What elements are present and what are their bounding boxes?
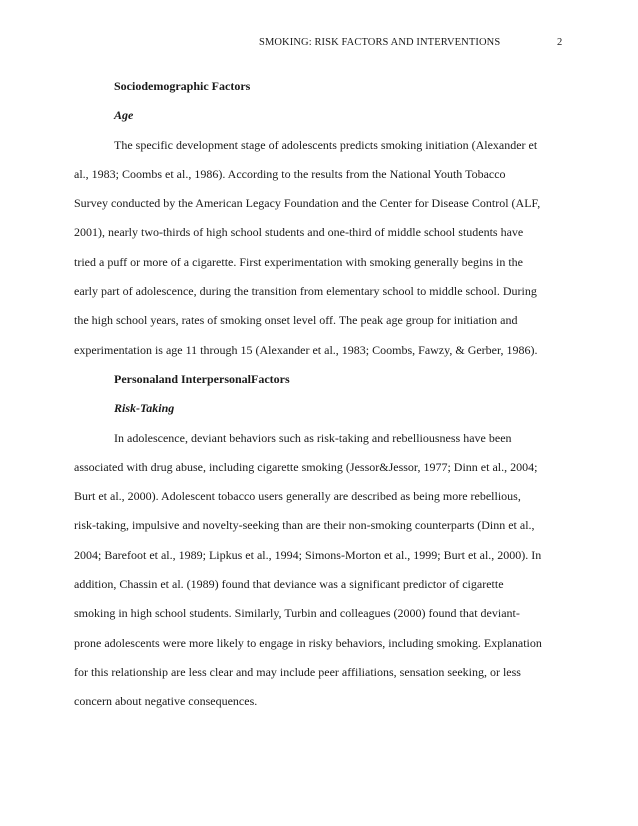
paragraph-line: the high school years, rates of smoking onset level off. The peak age group for initiation and <box>74 313 518 328</box>
paragraph-line: In adolescence, deviant behaviors such as risk-taking and rebelliousness have been <box>114 430 512 445</box>
paragraph-line: al., 1983; Coombs et al., 1986). According to the results from the National Youth Tobacco <box>74 166 506 181</box>
paragraph-line: early part of adolescence, during the transition from elementary school to middle school. During <box>74 284 537 299</box>
paragraph-line: 2004; Barefoot et al., 1989; Lipkus et al., 1994; Simons-Morton et al., 1999; Burt et al., 2000). In <box>74 547 542 562</box>
paragraph-age <box>74 131 568 365</box>
running-head-title: SMOKING: RISK FACTORS AND INTERVENTIONS <box>259 37 501 48</box>
paragraph-line: experimentation is age 11 through 15 (Alexander et al., 1983; Coombs, Fawzy, & Gerber, 1986). <box>74 342 538 357</box>
paragraph-line: Survey conducted by the American Legacy Foundation and the Center for Disease Control (ALF, <box>74 196 541 211</box>
paragraph-line: associated with drug abuse, including cigarette smoking (Jessor&Jessor, 1977; Dinn et al., 2004; <box>74 459 538 474</box>
document-body <box>74 72 568 717</box>
subheading-risk-taking: Risk-Taking <box>114 401 175 416</box>
paragraph-line: for this relationship are less clear and may include peer affiliations, sensation seeking, or less <box>74 664 521 679</box>
paragraph-line: 2001), nearly two-thirds of high school students and one-third of middle school students have <box>74 225 524 240</box>
paragraph-line: addition, Chassin et al. (1989) found that deviance was a significant predictor of cigarette <box>74 577 504 592</box>
paragraph-line: tried a puff or more of a cigarette. First experimentation with smoking generally begins in the <box>74 254 523 269</box>
section-heading-personal: Personaland InterpersonalFactors <box>114 371 290 386</box>
paragraph-line: smoking in high school students. Similarly, Turbin and colleagues (2000) found that deviant- <box>74 606 520 621</box>
paragraph-risk-taking <box>74 424 568 717</box>
paragraph-line: concern about negative consequences. <box>74 694 258 709</box>
page-number: 2 <box>557 37 563 48</box>
paragraph-line: prone adolescents were more likely to engage in risky behaviors, including smoking. Explanation <box>74 635 542 650</box>
paragraph-line: Burt et al., 2000). Adolescent tobacco users generally are described as being more rebellious, <box>74 489 521 504</box>
subheading-age: Age <box>114 108 134 123</box>
paragraph-line: risk-taking, impulsive and novelty-seeking than are their non-smoking counterparts (Dinn et al., <box>74 518 535 533</box>
running-head <box>0 37 638 53</box>
section-heading-sociodemographic: Sociodemographic Factors <box>114 79 251 93</box>
paragraph-line: The specific development stage of adolescents predicts smoking initiation (Alexander et <box>114 137 538 152</box>
